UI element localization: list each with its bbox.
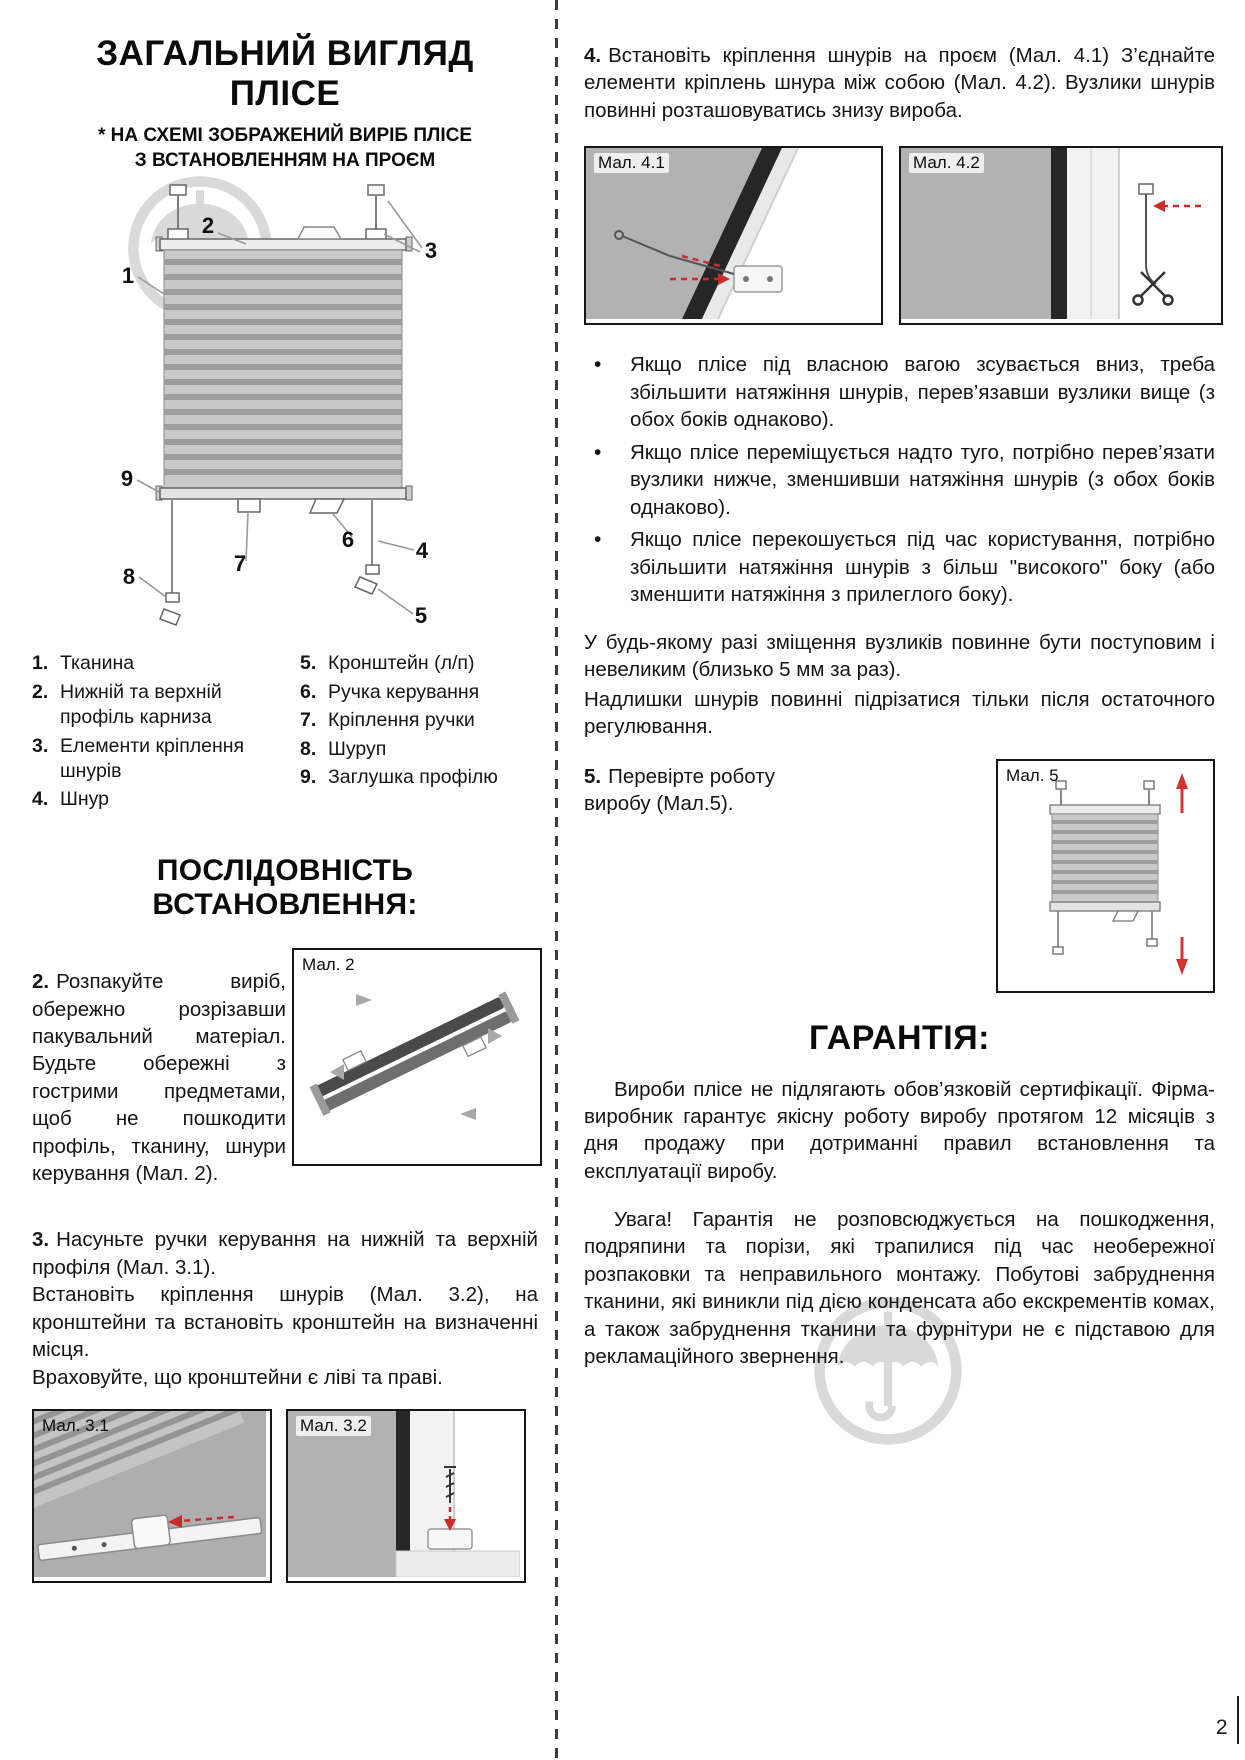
legend-label: Тканина: [60, 652, 135, 675]
diagram-callout-1: 1: [121, 263, 135, 289]
step-5-number: 5.: [584, 764, 602, 788]
diagram-callout-8: 8: [122, 564, 136, 590]
legend-label: Шнур: [60, 788, 110, 811]
adjustment-bullet-list: [584, 351, 1215, 608]
tension-cords: [160, 499, 379, 625]
figure-5-label: Мал. 5: [1006, 765, 1059, 785]
diagram-callout-4: 4: [415, 538, 429, 564]
legend-label: Нижній та верхній профіль карниза: [60, 680, 222, 729]
figure-4-2: [899, 146, 1223, 325]
step-2-body: Розпакуйте виріб, обережно розрізавши пакувальний матеріал. Будьте обережні з гострими предметами, щоб не пошкодити профіль, тканину, шнури керування (Мал. 2).: [32, 970, 286, 1186]
legend-label: Кронштейн (л/п): [328, 652, 475, 675]
legend-column-1: [32, 651, 300, 815]
figure-2-illustration: [294, 950, 536, 1160]
warranty-paragraph-2: Увага! Гарантія не розповсюджується на пошкодження, подряпини та порізи, які трапилися під час необережної розпаковки та неправильного монтажу. Побутові забруднення тканини, які виникли під дією конденсата або екскрементів комах, а також забруднення тканини та фурнітури не є підставою для рекламаційного звернення.: [584, 1207, 1215, 1369]
page-number-rule: [1237, 1696, 1240, 1744]
diagram-callout-5: 5: [414, 603, 428, 629]
legend-number: 6.: [300, 680, 317, 703]
adjustment-notes: [584, 629, 1215, 741]
step-4-number: 4.: [584, 44, 602, 67]
pleated-fabric: [164, 250, 402, 488]
legend-label: Шуруп: [328, 737, 387, 760]
figure-3-2: [286, 1409, 526, 1583]
warranty-paragraph-1: Вироби плісе не підлягають обов’язковій сертифікації. Фірма-виробник гарантує якісну роботу виробу протягом 12 місяців з дня продажу при дотриманні правил встановлення та експлуатації виробу.: [584, 1077, 1215, 1183]
page-title: [32, 34, 538, 113]
warranty-title: ГАРАНТІЯ:: [809, 1018, 990, 1057]
figure-2: [292, 948, 542, 1166]
legend-number: 2.: [32, 680, 49, 703]
figure-4-2-illustration: [901, 148, 1217, 319]
step-3-body-1: Насуньте ручки керування на нижній та верхній профіля (Мал. 3.1).: [32, 1228, 538, 1279]
bullet-item: • Якщо плісе переміщується надто туго, потрібно перев’язати вузлики нижче, зменшивши натяжіння шнурів (з обох боків однаково).: [584, 439, 1215, 521]
figure-4-1-illustration: [586, 148, 877, 319]
legend-number: 8.: [300, 737, 317, 760]
figure-5-illustration: [998, 761, 1209, 987]
page-title-line2: ПЛІСЕ: [229, 73, 341, 113]
figure-3-1: [32, 1409, 272, 1583]
legend-item: [300, 708, 538, 733]
diagram-legend: [32, 651, 538, 815]
step-3-paragraph-2: Встановіть кріплення шнурів (Мал. 3.2), на кронштейни та встановіть кронштейн на визначенні місця.: [32, 1283, 538, 1362]
legend-item: [300, 680, 538, 705]
legend-item: [32, 787, 300, 812]
step-2-number: 2.: [32, 970, 50, 994]
legend-number: 5.: [300, 652, 317, 675]
right-column: [584, 42, 1215, 1391]
legend-label: Елементи кріплення шнурів: [60, 734, 245, 782]
step-3-text: [32, 1226, 538, 1391]
top-mounting-brackets: [168, 185, 386, 240]
legend-label: Ручка керування: [328, 680, 480, 703]
note-1: У будь-якому разі зміщення вузликів повинне бути поступовим і невеликим (близько 5 мм за раз).: [584, 630, 1215, 682]
step-4-body: Встановіть кріплення шнурів на проєм (Мал. 4.1) З’єднайте елементи кріплень шнура між собою (Мал. 4.2). Вузлики шнурів повинні розташовуватись знизу вироба.: [584, 44, 1215, 122]
legend-number: 3.: [32, 734, 49, 757]
step-5-row: [584, 763, 1215, 1001]
installation-sequence-title: ПОСЛІДОВНІСТЬ ВСТАНОВЛЕННЯ:: [152, 853, 418, 921]
figures-4-row: [584, 146, 1215, 325]
figure-3-1-label: Мал. 3.1: [42, 1416, 109, 1436]
diagram-callout-2: 2: [201, 213, 215, 239]
legend-label: Заглушка профілю: [328, 765, 498, 788]
legend-number: 9.: [300, 765, 317, 788]
step-3-paragraph-3: Враховуйте, що кронштейни є ліві та праві.: [32, 1365, 443, 1389]
bottom-profile-rail: [156, 486, 412, 513]
page-subtitle: [32, 124, 538, 173]
diagram-callout-7: 7: [233, 551, 247, 577]
page-number-value: 2: [1215, 1716, 1228, 1739]
diagram-callout-9: 9: [120, 466, 134, 492]
legend-item: [32, 734, 300, 785]
figure-4-1: [584, 146, 883, 325]
legend-label: Кріплення ручки: [328, 709, 475, 732]
step-5-text: [584, 763, 834, 818]
legend-item: [32, 651, 300, 676]
legend-column-2: [300, 651, 538, 815]
page-subtitle-line2: З ВСТАНОВЛЕННЯМ НА ПРОЄМ: [134, 149, 436, 171]
figures-3-row: [32, 1409, 538, 1583]
legend-item: [300, 737, 538, 762]
step-4-text: [584, 42, 1215, 124]
figure-3-2-label: Мал. 3.2: [296, 1416, 371, 1436]
step-3-number: 3.: [32, 1228, 50, 1252]
page-title-line1: ЗАГАЛЬНИЙ ВИГЛЯД: [96, 34, 474, 73]
left-column: [32, 34, 538, 1583]
page-subtitle-line1: * НА СХЕМІ ЗОБРАЖЕНИЙ ВИРІБ ПЛІСЕ: [97, 125, 473, 147]
legend-number: 7.: [300, 709, 317, 732]
page-number: [1216, 1696, 1239, 1744]
step-2-row: [32, 948, 538, 1209]
bullet-item: • Якщо плісе під власною вагою зсувається вниз, треба збільшити натяжіння шнурів, перев’язавши вузлики вище (з обох боків однаково).: [584, 351, 1215, 433]
legend-item: [300, 651, 538, 676]
column-divider: [555, 0, 558, 1760]
note-2: Надлишки шнурів повинні підрізатися тільки після остаточного регулювання.: [584, 687, 1215, 739]
step-3-paragraph-1: [32, 1226, 538, 1281]
figure-4-2-label: Мал. 4.2: [909, 153, 984, 173]
figure-4-1-label: Мал. 4.1: [594, 153, 669, 173]
step-2-text: [32, 968, 286, 1188]
legend-item: [32, 680, 300, 731]
diagram-callout-3: 3: [424, 238, 438, 264]
bullet-item: • Якщо плісе перекошується під час користування, потрібно збільшити натяжіння шнурів з більш "високого" боку (або зменшити натяжіння з прилеглого боку).: [584, 526, 1215, 608]
blinds-overview-diagram: [32, 177, 538, 647]
figure-2-label: Мал. 2: [302, 954, 355, 974]
legend-number: 4.: [32, 788, 49, 811]
figure-5: [996, 759, 1215, 993]
legend-item: [300, 765, 538, 790]
diagram-callout-6: 6: [341, 527, 355, 553]
legend-number: 1.: [32, 652, 49, 675]
step-5-body: Перевірте роботу виробу (Мал.5).: [584, 764, 776, 815]
